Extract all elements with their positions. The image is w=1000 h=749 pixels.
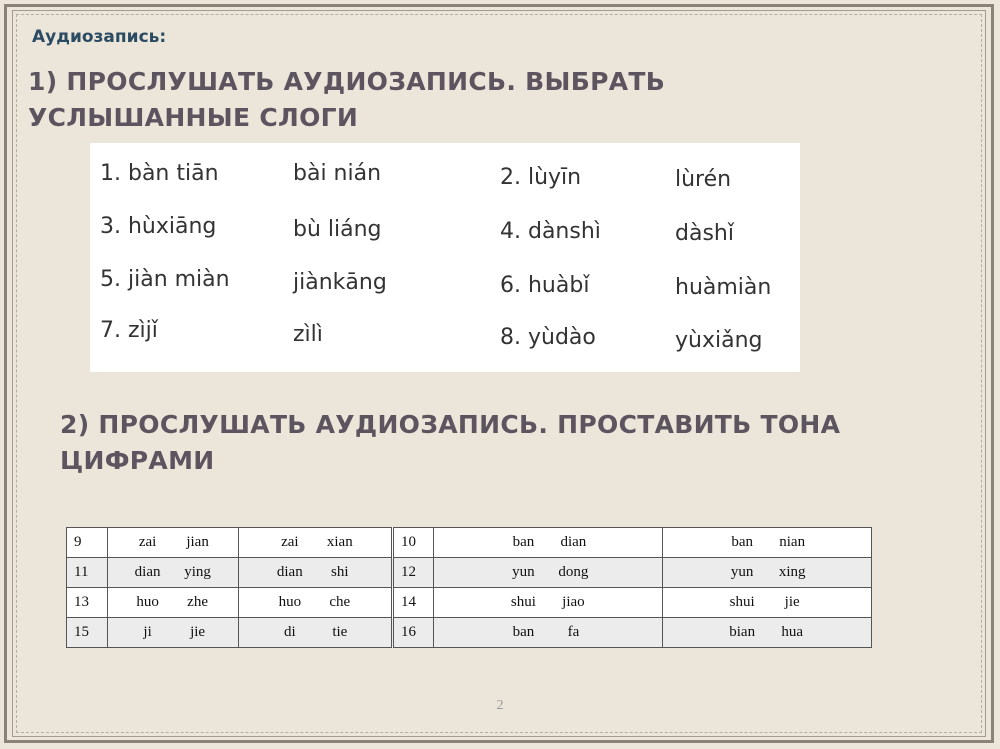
table-row (67, 558, 872, 588)
choice-alt: bài nián (293, 161, 382, 186)
choice-alt: zìlì (293, 322, 323, 347)
choice-alt: bù liáng (293, 217, 382, 242)
syllable-pair: ban nian (663, 528, 872, 558)
syllable-pair: dian ying (107, 558, 238, 588)
syllable-pair: yun dong (434, 558, 663, 588)
item-number: 15 (67, 618, 108, 648)
choice-alt: lùrén (675, 167, 732, 192)
choice-label: 5. jiàn miàn (100, 267, 230, 292)
item-number: 16 (392, 618, 434, 648)
choice-label: 7. zìjǐ (100, 318, 158, 343)
item-number: 11 (67, 558, 108, 588)
choice-label: 1. bàn tiān (100, 161, 219, 186)
slide-subtitle: Аудиозапись: (32, 27, 167, 47)
syllable-pair: ban dian (434, 528, 663, 558)
syllable-pair: di tie (238, 618, 392, 648)
tone-table (66, 527, 872, 648)
choice-label: 8. yùdào (500, 325, 596, 350)
syllable-pair: huo che (238, 588, 392, 618)
choice-alt: yùxiǎng (675, 328, 763, 353)
choice-label: 6. huàbǐ (500, 273, 590, 298)
choice-alt: jiànkāng (293, 270, 387, 295)
choice-label: 2. lùyīn (500, 165, 582, 190)
syllable-pair: dian shi (238, 558, 392, 588)
task1-heading: 1) ПРОСЛУШАТЬ АУДИОЗАПИСЬ. ВЫБРАТЬ УСЛЫШАННЫЕ СЛОГИ (28, 67, 666, 132)
choice-alt: dàshǐ (675, 221, 734, 246)
syllable-pair: shui jiao (434, 588, 663, 618)
table-row (67, 528, 872, 558)
syllable-pair: huo zhe (107, 588, 238, 618)
syllable-pair: yun xing (663, 558, 872, 588)
syllable-pair: zai jian (107, 528, 238, 558)
item-number: 13 (67, 588, 108, 618)
syllable-pair: zai xian (238, 528, 392, 558)
choice-label: 3. hùxiāng (100, 214, 217, 239)
syllable-pair: bian hua (663, 618, 872, 648)
item-number: 9 (67, 528, 108, 558)
table-row (67, 618, 872, 648)
item-number: 10 (392, 528, 434, 558)
pinyin-choice-image (90, 143, 800, 372)
syllable-pair: ji jie (107, 618, 238, 648)
item-number: 14 (392, 588, 434, 618)
choice-label: 4. dànshì (500, 219, 601, 244)
item-number: 12 (392, 558, 434, 588)
syllable-pair: ban fa (434, 618, 663, 648)
choice-alt: huàmiàn (675, 275, 772, 300)
syllable-pair: shui jie (663, 588, 872, 618)
page-number: 2 (496, 698, 504, 713)
table-row (67, 588, 872, 618)
task2-heading: 2) ПРОСЛУШАТЬ АУДИОЗАПИСЬ. ПРОСТАВИТЬ ТОНА ЦИФРАМИ (60, 410, 841, 475)
